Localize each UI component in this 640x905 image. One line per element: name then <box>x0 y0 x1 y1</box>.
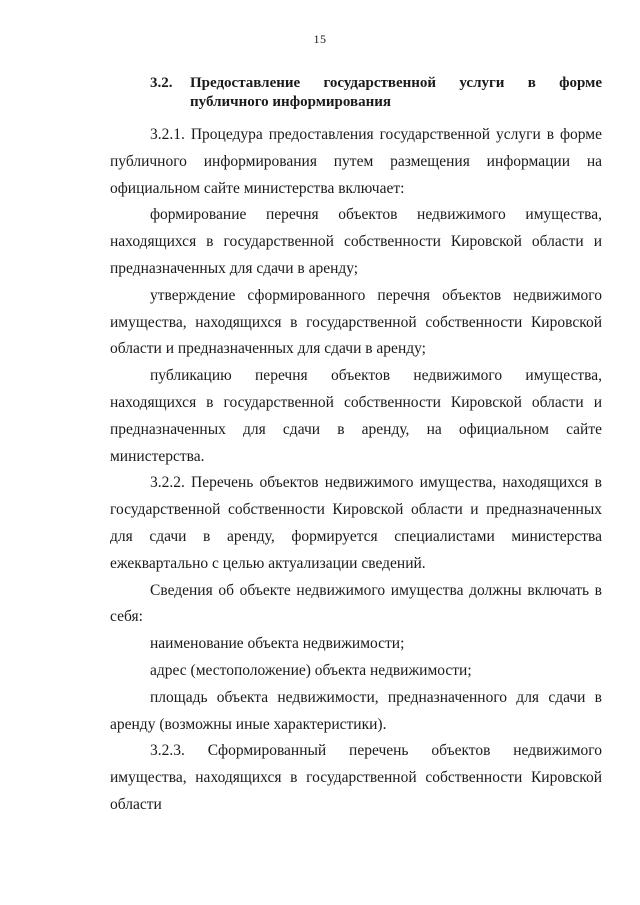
section-number: 3.2. <box>150 75 173 91</box>
list-item-object-name: наименование объекта недвижимости; <box>150 635 405 653</box>
paragraph-3-2-2: 3.2.2. Перечень объектов недвижимого имущества, находящихся в государственной собственности Кировской области и предназначенных для сдачи в аренду, формируется специалистами министерства ежеквартально с целью актуализации сведений. <box>110 474 602 572</box>
paragraph-object-info: Сведения об объекте недвижимого имущества должны включать в себя: <box>110 581 602 626</box>
document-body <box>110 122 602 819</box>
page-number: 15 <box>313 32 327 46</box>
list-item-publication: публикацию перечня объектов недвижимого имущества, находящихся в государственной собственности Кировской области и предназначенных для сдачи в аренду, на официальном сайте министерства. <box>110 367 602 465</box>
list-item-object-area: площадь объекта недвижимости, предназначенного для сдачи в аренду (возможны иные характеристики). <box>110 688 602 733</box>
paragraph-3-2-1: 3.2.1. Процедура предоставления государственной услуги в форме публичного информирования путем размещения информации на официальном сайте министерства включает: <box>110 126 602 197</box>
list-item-forming: формирование перечня объектов недвижимого имущества, находящихся в государственной собственности Кировской области и предназначенных для сдачи в аренду; <box>110 206 602 277</box>
section-title-line-1: Предоставление государственной услуги в форме <box>190 75 602 91</box>
paragraph-3-2-3: 3.2.3. Сформированный перечень объектов недвижимого имущества, находящихся в государственной собственности Кировской области <box>110 742 602 813</box>
section-title-line-2: публичного информирования <box>190 94 392 110</box>
list-item-object-address: адрес (местоположение) объекта недвижимости; <box>150 661 472 679</box>
list-item-approval: утверждение сформированного перечня объектов недвижимого имущества, находящихся в государственной собственности Кировской области и предназначенных для сдачи в аренду; <box>110 286 602 358</box>
